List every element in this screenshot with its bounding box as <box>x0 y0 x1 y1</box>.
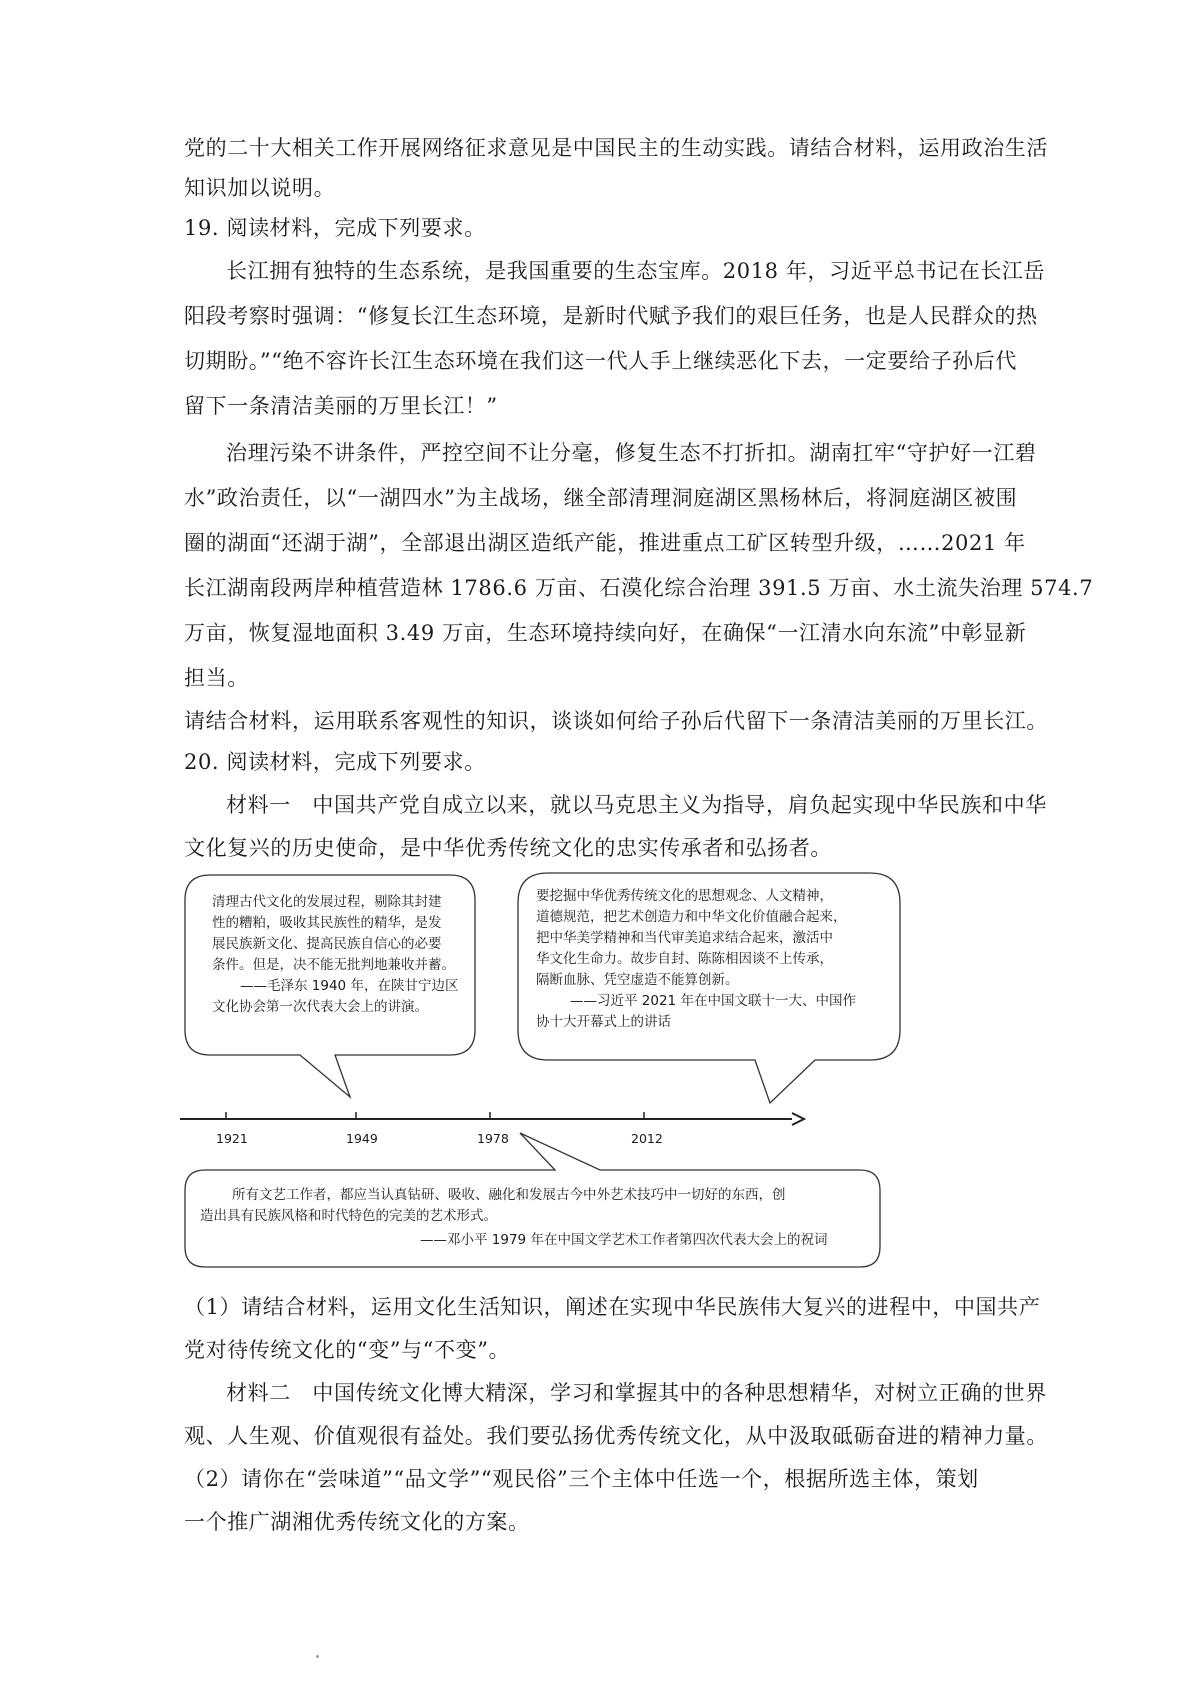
question-20-part-2: （2）请你在“尝味道”“品文学”“观民俗”三个主体中任选一个，根据所选主体，策划 <box>184 1467 979 1491</box>
material-two-line: 材料二 中国传统文化博大精深，学习和掌握其中的各种思想精华，对树立正确的世界 <box>226 1381 1047 1405</box>
timeline-arrowhead <box>792 1113 804 1125</box>
bubble-mao-line: 展民族新文化、提高民族自信心的必要 <box>212 936 442 952</box>
question-20-heading: 20. 阅读材料，完成下列要求。 <box>184 750 486 774</box>
material-two-line: 观、人生观、价值观很有益处。我们要弘扬优秀传统文化，从中汲取砥砺奋进的精神力量。 <box>184 1424 1048 1448</box>
bubble-mao-line: 条件。但是，决不能无批判地兼收并蓄。 <box>212 957 455 973</box>
text-line: 留下一条清洁美丽的万里长江！” <box>184 394 498 418</box>
question-20-part-1: （1）请结合材料，运用文化生活知识，阐述在实现中华民族伟大复兴的进程中，中国共产 <box>184 1295 1041 1319</box>
year-label: 2012 <box>631 1131 663 1146</box>
bubble-mao-attribution: ——毛泽东 1940 年，在陕甘宁边区 <box>240 978 459 994</box>
scan-speck <box>316 1655 319 1658</box>
bubble-xi-line: 华文化生命力。故步自封、陈陈相因谈不上传承， <box>536 951 833 967</box>
year-label: 1978 <box>477 1131 509 1146</box>
bubble-mao-attribution: 文化协会第一次代表大会上的讲演。 <box>212 999 428 1015</box>
bubble-xi-attribution: 协十大开幕式上的讲话 <box>536 1014 671 1030</box>
material-one-line: 文化复兴的历史使命，是中华优秀传统文化的忠实传承者和弘扬者。 <box>184 836 832 860</box>
text-line: 水”政治责任，以“一湖四水”为主战场，继全部清理洞庭湖区黑杨林后，将洞庭湖区被围 <box>184 486 1018 510</box>
text-line: 知识加以说明。 <box>184 176 336 200</box>
material-one-line: 材料一 中国共产党自成立以来，就以马克思主义为指导，肩负起实现中华民族和中华 <box>226 793 1047 817</box>
bubble-deng-line: 所有文艺工作者，都应当认真钻研、吸收、融化和发展古今中外艺术技巧中一切好的东西，创 <box>232 1187 786 1203</box>
question-19-heading: 19. 阅读材料，完成下列要求。 <box>184 216 486 240</box>
bubble-xi-line: 把中华美学精神和当代审美追求结合起来，激活中 <box>536 930 833 946</box>
bubble-deng-attribution: ——邓小平 1979 年在中国文学艺术工作者第四次代表大会上的祝词 <box>420 1232 828 1248</box>
bubble-deng-line: 造出具有民族风格和时代特色的完美的艺术形式。 <box>200 1208 497 1224</box>
year-label: 1921 <box>216 1131 248 1146</box>
bubble-mao-line: 性的糟粕，吸收其民族性的精华，是发 <box>212 915 442 931</box>
bubble-xi-line: 道德规范，把艺术创造力和中华文化价值融合起来， <box>536 909 847 925</box>
text-line: 切期盼。”“绝不容许长江生态环境在我们这一代人手上继续恶化下去，一定要给子孙后代 <box>184 349 1017 373</box>
text-line: 治理污染不讲条件，严控空间不让分毫，修复生态不打折扣。湖南扛牢“守护好一江碧 <box>226 441 1037 465</box>
text-line: 担当。 <box>184 666 249 690</box>
text-line: 长江拥有独特的生态系统，是我国重要的生态宝库。2018 年，习近平总书记在长江岳 <box>226 259 1046 283</box>
bubble-xi-attribution: ——习近平 2021 年在中国文联十一大、中国作 <box>570 993 856 1009</box>
bubble-xi-line: 隔断血脉、凭空虚造不能算创新。 <box>536 972 739 988</box>
year-label: 1949 <box>346 1131 378 1146</box>
question-19-prompt: 请结合材料，运用联系客观性的知识，谈谈如何给子孙后代留下一条清洁美丽的万里长江。 <box>184 709 1048 733</box>
text-line: 阳段考察时强调：“修复长江生态环境，是新时代赋予我们的艰巨任务，也是人民群众的热 <box>184 304 1038 328</box>
text-line: 长江湖南段两岸种植营造林 1786.6 万亩、石漠化综合治理 391.5 万亩、水土流失治理 574.7 <box>184 576 1094 600</box>
text-line: 党的二十大相关工作开展网络征求意见是中国民主的生动实践。请结合材料，运用政治生活 <box>184 136 1048 160</box>
bubble-mao-line: 清理古代文化的发展过程，剔除其封建 <box>212 894 442 910</box>
bubble-xi-line: 要挖掘中华优秀传统文化的思想观念、人文精神， <box>536 888 833 904</box>
question-20-part-1: 党对待传统文化的“变”与“不变”。 <box>184 1338 511 1362</box>
question-20-part-2: 一个推广湖湘优秀传统文化的方案。 <box>184 1510 530 1534</box>
timeline-diagram <box>180 865 1040 1275</box>
text-line: 圈的湖面“还湖于湖”，全部退出湖区造纸产能，推进重点工矿区转型升级，……2021 年 <box>184 531 1026 555</box>
text-line: 万亩，恢复湿地面积 3.49 万亩，生态环境持续向好，在确保“一江清水向东流”中彰显新 <box>184 621 1027 645</box>
